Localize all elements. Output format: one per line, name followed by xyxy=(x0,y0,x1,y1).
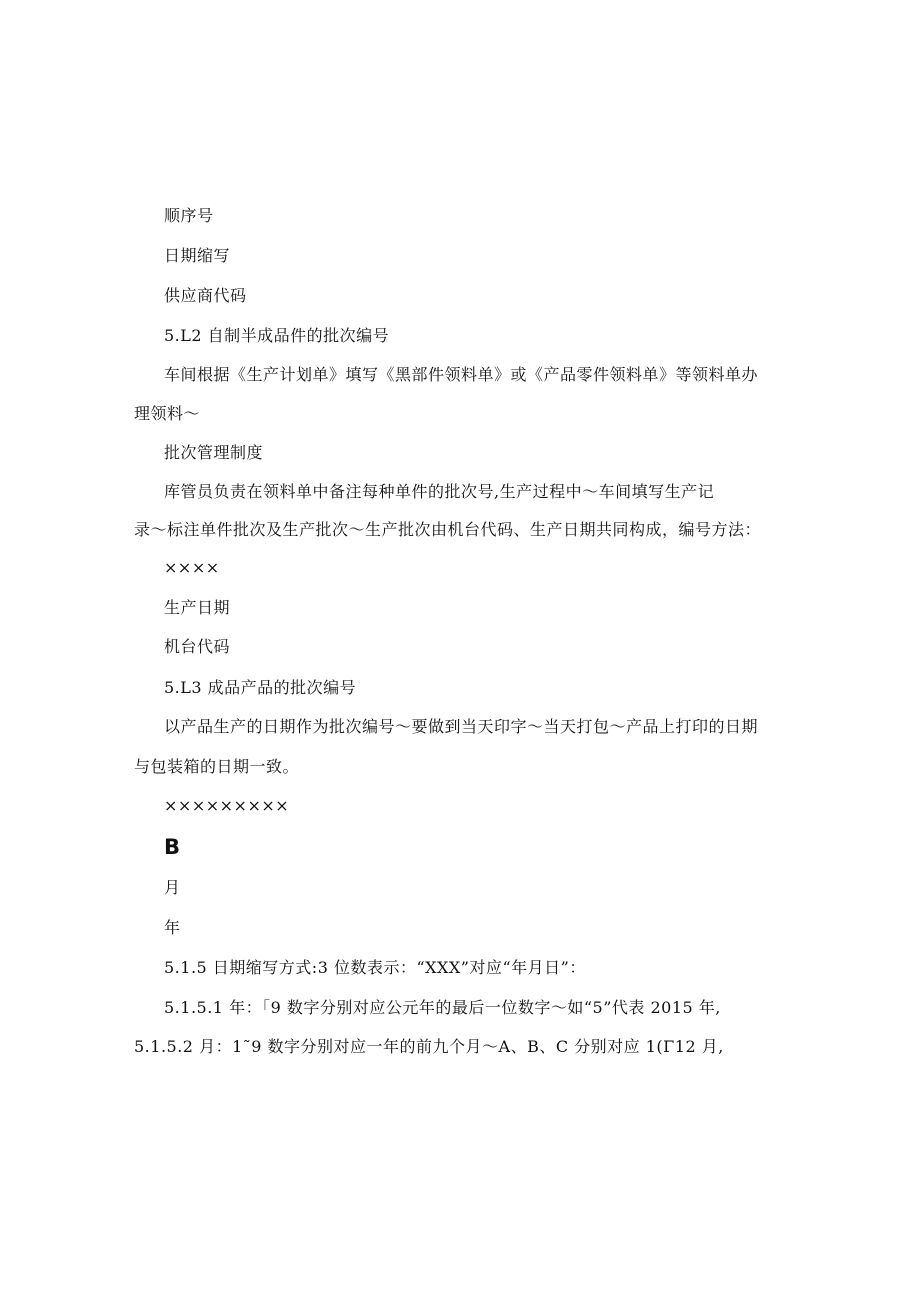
doc-line-date-abbrev: 日期缩写 xyxy=(164,246,231,265)
doc-line-machine-code: 机台代码 xyxy=(164,637,231,656)
doc-paragraph-line: 录～标注单件批次及生产批次～生产批次由机台代码、生产日期共同构成，编号方法： xyxy=(134,520,762,539)
doc-line-5-1-5-1: 5.1.5.1 年：「9 数字分别对应公元年的最后一位数字～如“5”代表 2015 年, xyxy=(164,998,721,1017)
doc-line-supplier-code: 供应商代码 xyxy=(164,286,247,305)
doc-line-sequence-number: 顺序号 xyxy=(164,206,214,225)
doc-line-letter-b: B xyxy=(164,835,181,859)
section-heading-5-l2: 5.L2 自制半成品件的批次编号 xyxy=(164,326,390,345)
doc-paragraph-line: 车间根据《生产计划单》填写《黑部件领料单》或《产品零件领料单》等领料单办 xyxy=(164,365,759,384)
doc-line-month: 月 xyxy=(164,878,181,897)
doc-line-crosses-9: ××××××××× xyxy=(164,796,290,815)
section-heading-5-l3: 5.L3 成品产品的批次编号 xyxy=(164,678,357,697)
doc-paragraph-line: 以产品生产的日期作为批次编号～要做到当天印字～当天打包～产品上打印的日期 xyxy=(164,717,759,736)
doc-line-5-1-5-2: 5.1.5.2 月：1˜9 数字分别对应一年的前九个月～A、B、C 分别对应 1(Γ12 月, xyxy=(134,1037,724,1056)
doc-paragraph-line: 理领料～ xyxy=(134,404,201,423)
doc-line-production-date: 生产日期 xyxy=(164,598,231,617)
section-heading-5-1-5: 5.1.5 日期缩写方式:3 位数表示：“XXX”对应“年月日”： xyxy=(164,958,586,977)
doc-line-crosses-4: ×××× xyxy=(164,558,220,577)
doc-paragraph-line: 与包装箱的日期一致。 xyxy=(134,757,300,776)
doc-paragraph-line: 库管员负责在领料单中备注每种单件的批次号,生产过程中～车间填写生产记 xyxy=(164,482,715,501)
doc-line-year: 年 xyxy=(164,918,181,937)
doc-line-batch-system: 批次管理制度 xyxy=(164,443,264,462)
